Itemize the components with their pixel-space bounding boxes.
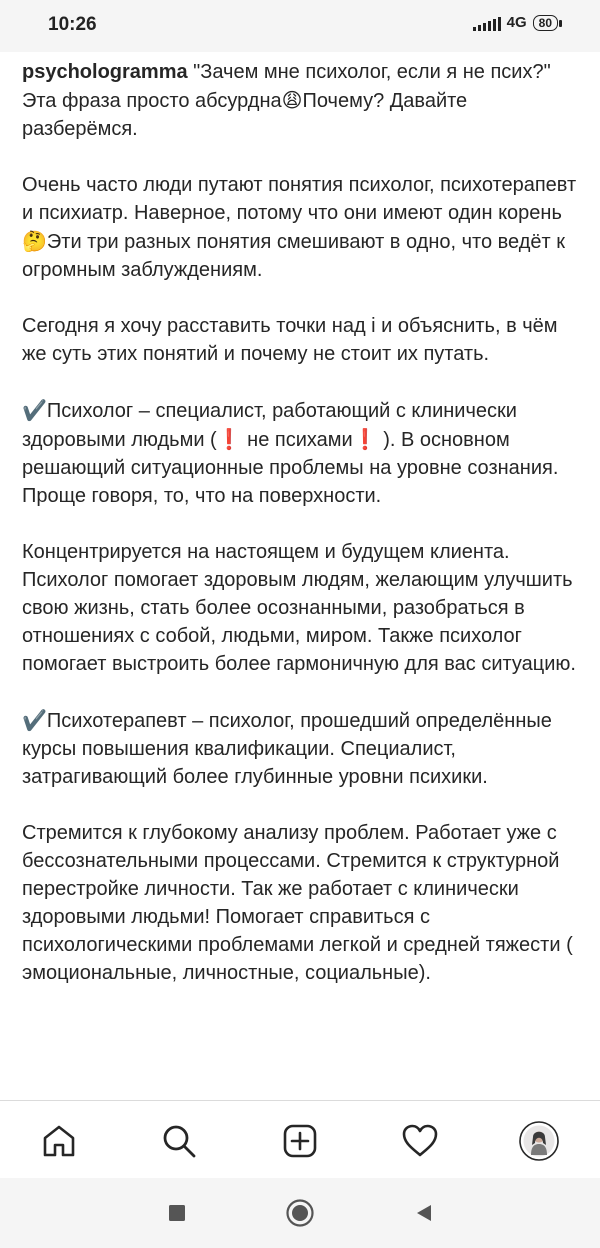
clock: 10:26	[48, 14, 97, 35]
signal-icon	[473, 15, 501, 31]
home-circle-icon[interactable]	[285, 1198, 315, 1228]
caption-text: "Зачем мне психолог, если я не псих?" Эта фраза просто абсурдна	[22, 61, 557, 112]
caption-text: ). В основном решающий ситуационные проблемы на уровне сознания. Проще говоря, то, что на поверхности.	[22, 429, 564, 507]
caption-text: не психами	[241, 429, 353, 451]
username-link[interactable]: psychologramma	[22, 61, 188, 83]
caption-paragraph-5: Концентрируется на настоящем и будущем клиента. Психолог помогает здоровым людям, желающим улучшить свою жизнь, стать более осознанными, разобраться в отношениях с собой, людьми, миром. Также психолог помогает выстроить более гармоничную для вас ситуацию.	[22, 541, 579, 675]
caption-text: Эти три разных понятия смешивают в одно, что ведёт к огромным заблуждениям.	[22, 231, 571, 281]
back-triangle-icon[interactable]	[409, 1198, 439, 1228]
caption-paragraph-3: Сегодня я хочу расставить точки над i и объяснить, в чём же суть этих понятий и почему не стоит их путать.	[22, 315, 564, 365]
caption-text: Психотерапевт – психолог, прошедший определённые курсы повышения квалификации. Специалист, затрагивающий более глубинные уровни психики.	[22, 710, 558, 788]
recents-square-icon[interactable]	[162, 1198, 192, 1228]
exclamation-icon: ❗	[352, 427, 378, 451]
activity-heart-icon[interactable]	[398, 1119, 442, 1163]
exclamation-icon: ❗	[216, 427, 242, 451]
status-icons	[473, 14, 558, 31]
system-navigation-bar	[0, 1178, 600, 1248]
bottom-navigation	[0, 1100, 600, 1179]
caption-paragraph-1	[22, 58, 582, 143]
caption-text: Очень часто люди путают понятия психолог, психотерапевт и психиатр. Наверное, потому что они имеют один корень	[22, 174, 582, 224]
caption-paragraph-2	[22, 171, 582, 284]
caption-paragraph-7: Стремится к глубокому анализу проблем. Работает уже с бессознательными процессами. Стремится к структурной перестройке личности. Так же работает с клинически здоровыми людьми! Помогает справиться с психологическими проблемами легкой и средней тяжести ( эмоциональные, личностные, социальные).	[22, 822, 579, 984]
network-type: 4G	[506, 14, 527, 31]
caption-text: Психолог – специалист, работающий с клинически здоровыми людьми (	[22, 400, 523, 451]
check-mark-icon: ✔️	[22, 708, 47, 732]
post-caption	[22, 58, 582, 1015]
caption-text: Почему? Давайте разберёмся.	[22, 90, 473, 140]
caption-paragraph-6	[22, 706, 582, 791]
home-icon[interactable]	[37, 1119, 81, 1163]
thinking-face-emoji: 🤔	[22, 229, 47, 253]
caption-paragraph-4	[22, 396, 582, 510]
battery-icon: 80	[533, 15, 558, 31]
profile-avatar[interactable]	[517, 1119, 561, 1163]
status-bar	[0, 0, 600, 52]
search-icon[interactable]	[157, 1119, 201, 1163]
check-mark-icon: ✔️	[22, 398, 47, 422]
new-post-icon[interactable]	[278, 1119, 322, 1163]
weary-face-emoji: 😩	[281, 88, 303, 112]
